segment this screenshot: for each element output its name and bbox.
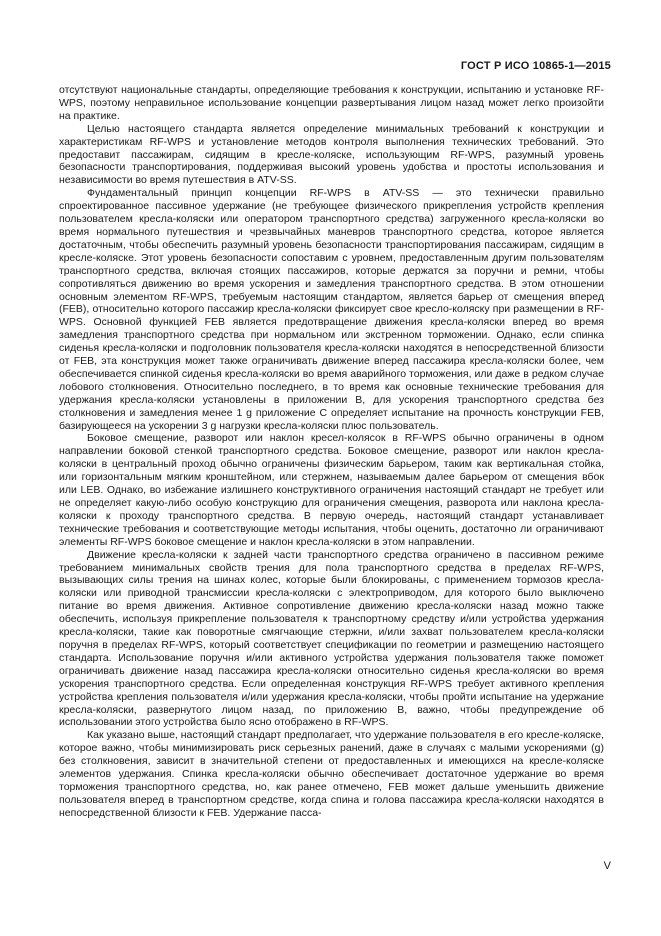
paragraph: Боковое смещение, разворот или наклон кресел-колясок в RF-WPS обычно ограничены в одном направлении боковой стенкой транспортного средства. Боковое смещение, разворот или наклон кресла-коляски в центральный проход обычно ограничены физическим барьером, таким как вертикальная стойка, или горизонтальным мягким кронштейном, или стержнем, называемым далее барьером от смещения вбок или LEB. Однако, во избежание излишнего конструктивного ограничения настоящий стандарт не требует или не определяет какую-либо особую конструкцию для ограничения смещения, разворота или наклона кресла-коляски к проходу транспортного средства. В первую очередь, настоящий стандарт устанавливает технические требования и соответствующие методы испытания, чтобы оценить, достаточно ли ограничивают элементы RF-WPS боковое смещение и наклон кресла-коляски в этом направлении.: [59, 432, 604, 548]
document-body: [59, 84, 604, 820]
page-number: V: [603, 860, 611, 872]
paragraph: Как указано выше, настоящий стандарт предполагает, что удержание пользователя в его кресле-коляске, которое важно, чтобы минимизировать риск серьезных ранений, даже в случаях с малыми ускорениями (g) без столкновения, зависит в значительной степени от предоставленных и имеющихся на кресле-коляске элементов удержания. Спинка кресла-коляски обычно обеспечивает достаточное удержание во время торможения транспортного средства, но, как ранее отмечено, FEB может дальше уменьшить движение пользователя вперед в транспортном средстве, когда спина и голова пассажира кресла-коляски находятся в непосредственной близости к FEB. Удержание пасса-: [59, 729, 604, 819]
standard-header: ГОСТ Р ИСО 10865-1—2015: [460, 60, 611, 72]
paragraph: Целью настоящего стандарта является определение минимальных требований к конструкции и характеристикам RF-WPS и установление методов контроля выполнения технических требований. Это предоставит пассажирам, сидящим в кресле-коляске, использующим RF-WPS, разумный уровень безопасности транспортирования, поддерживая высокий уровень удобства и простоты использования и независимости во время путешествия в ATV-SS.: [59, 122, 604, 187]
paragraph: Движение кресла-коляски к задней части транспортного средства ограничено в пассивном режиме требованием минимальных свойств трения для пола транспортного средства в пределах RF-WPS, вызывающих силы трения на шинах колес, которые были блокированы, с применением тормозов кресла-коляски или приводной трансмиссии кресла-коляски с электроприводом, для которого было выключено питание во время движения. Активное сопротивление движению кресла-коляски назад можно также обеспечить, используя прикрепление пользователя к транспортному средству и/или устройства удержания кресла-коляски, такие как поворотные смягчающие стержни, и/или захват пользователем кресла-коляски поручня в пределах RF-WPS, который соответствует спецификации по геометрии и размещению настоящего стандарта. Использование поручня и/или активного устройства удержания пользователя также поможет ограничивать движение назад пассажира кресла-коляски относительно сиденья кресла-коляски во время ускорения транспортного средства. Если определенная конструкция RF-WPS требует активного крепления устройства крепления пользователя и/или удержания кресла-коляски, чтобы пройти испытание на удержание кресла-коляски, развернутого лицом назад, по приложению В, важно, чтобы предупреждение об использовании этого устройства было ясно отображено в RF-WPS.: [59, 548, 604, 729]
paragraph: отсутствуют национальные стандарты, определяющие требования к конструкции, испытанию и установке RF-WPS, поэтому неправильное использование концепции развертывания лицом назад может легко произойти на практике.: [59, 84, 604, 122]
paragraph: Фундаментальный принцип концепции RF-WPS в ATV-SS — это технически правильно спроектированное пассивное удержание (не требующее физического прикрепления устройств крепления пользователем кресла-коляски или оператором транспортного средства) загруженного кресла-коляски во время нормального путешествия и чрезвычайных маневров транспортного средства, которое является достаточным, чтобы обеспечить разумный уровень безопасности транспортирования пассажирам, сидящим в кресле-коляске. Этот уровень безопасности сопоставим с уровнем, предоставленным другим пользователям транспортного средства, включая стоящих пассажиров, которые держатся за поручни и ремни, чтобы сопротивляться движению во время ускорения и замедления транспортного средства. В этом отношении основным элементом RF-WPS, требуемым настоящим стандартом, является барьер от смещения вперед (FEB), относительно которого пассажир кресла-коляски фиксирует свое кресло-коляску при размещении в RF-WPS. Основной функцией FEB является предотвращение движения кресла-коляски вперед во время замедления транспортного средства при нормальном или экстренном торможении. Однако, если спинка сиденья кресла-коляски и подголовник пользователя кресла-коляски находятся в непосредственной близости от FEB, эта конструкция может также ограничивать движение вперед пассажира кресла-коляски более, чем обеспечивается спинкой сиденья кресла-коляски во время аварийного торможения, или даже в редком случае лобового столкновения. Относительно последнего, в то время как основные технические требования для удержания кресла-коляски установлены в приложении В, для ускорения транспортного средства без столкновения и замедления менее 1 g приложение С определяет испытание на прочность конструкции FEB, базирующееся на ускорении 3 g нагрузки кресла-коляски плюс пользователь.: [59, 187, 604, 432]
